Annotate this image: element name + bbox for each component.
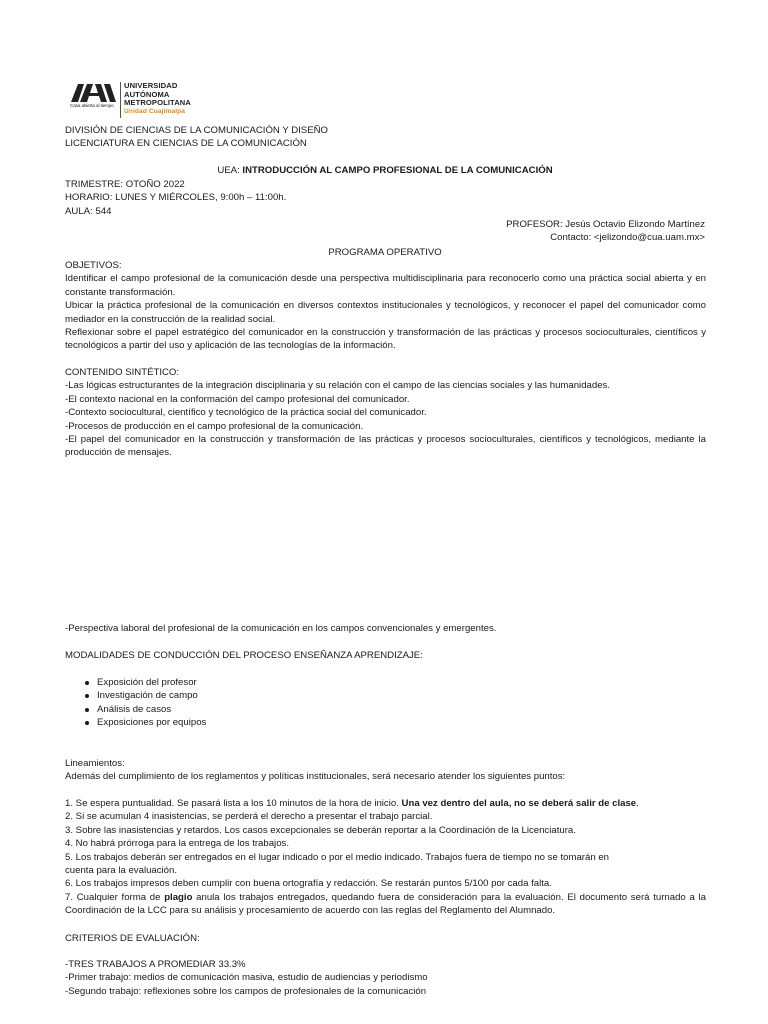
- rule-1-emphasis: Una vez dentro del aula, no se deberá salir de clase: [401, 798, 637, 809]
- logo-tagline: Casa abierta al tiempo: [70, 103, 114, 108]
- logo-line-3: METROPOLITANA: [124, 98, 191, 108]
- modalidades-list: [65, 676, 706, 730]
- contenido-item-last: -Perspectiva laboral del profesional de la comunicación en los campos convencionales y emergentes.: [65, 623, 497, 634]
- rule-1: 1. Se espera puntualidad. Se pasará lista a los 10 minutos de la hora de inicio. Una vez dentro del aula, no se deberá salir de clase.: [65, 798, 639, 809]
- schedule-block: [65, 178, 706, 218]
- rule-2: 2. Si se acumulan 4 inasistencias, se perderá el derecho a presentar el trabajo parcial.: [65, 811, 433, 823]
- contenido-section: [65, 366, 706, 460]
- lineamientos-intro-block: [65, 757, 706, 784]
- contenido-item: -Las lógicas estructurantes de la integración disciplinaria y su relación con el campo de las ciencias sociales y las humanidades.: [65, 380, 610, 392]
- modalidad-item: Exposiciones por equipos: [65, 716, 706, 729]
- contenido-item: -Contexto sociocultural, científico y tecnológico de la práctica social del comunicador.: [65, 407, 427, 419]
- contenido-heading: CONTENIDO SINTÉTICO:: [65, 367, 180, 378]
- rule-3: 3. Sobre las inasistencias y retardos. Los casos excepcionales se deberán reportar a la Coordinación de la Licenciatura.: [65, 824, 576, 836]
- division-block: [65, 124, 706, 151]
- professor-contact: Contacto: <jelizondo@cua.uam.mx>: [550, 232, 705, 244]
- uea-name: INTRODUCCIÓN AL CAMPO PROFESIONAL DE LA COMUNICACIÓN: [242, 165, 553, 176]
- contenido-item: -Procesos de producción en el campo profesional de la comunicación.: [65, 420, 364, 432]
- professor-name: PROFESOR: Jesús Octavio Elizondo Martínez: [506, 219, 705, 230]
- rule-5: 5. Los trabajos deberán ser entregados en el lugar indicado o por el medio indicado. Trabajos fuera de tiempo no se tomarán en: [65, 851, 609, 863]
- horario-line: HORARIO: LUNES Y MIÉRCOLES, 9:00h – 11:00h.: [65, 192, 287, 204]
- uam-logo: [70, 81, 191, 119]
- programa-title: PROGRAMA OPERATIVO: [328, 247, 442, 258]
- criterio-promedio: -TRES TRABAJOS A PROMEDIAR 33.3%: [65, 959, 246, 970]
- uea-label: UEA:: [217, 165, 243, 176]
- lineamientos-heading: Lineamientos:: [65, 758, 125, 769]
- objetivo-item: Ubicar la práctica profesional de la comunicación en diversos contextos institucionales y tecnológicos, y reconocer el papel del comunicador como mediador en la construcción de la realidad social.: [65, 300, 706, 325]
- contenido-item: -El papel del comunicador en la construcción y transformación de las prácticas y procesos socioculturales, científicos y tecnológicos, mediante la producción de mensajes.: [65, 434, 706, 459]
- uea-title: [65, 164, 705, 177]
- modalidades-heading: MODALIDADES DE CONDUCCIÓN DEL PROCESO ENSEÑANZA APRENDIZAJE:: [65, 650, 423, 661]
- contenido-item: -El contexto nacional en la conformación del campo profesional del comunicador.: [65, 393, 410, 405]
- logo-line-2: AUTÓNOMA: [124, 89, 170, 99]
- logo-line-1: UNIVERSIDAD: [124, 81, 178, 90]
- criterio-trabajo-2: -Segundo trabajo: reflexiones sobre los campos de profesionales de la comunicación: [65, 985, 427, 997]
- professor-block: [65, 218, 705, 245]
- rule-7-emphasis: plagio: [164, 891, 193, 903]
- objetivo-item: Identificar el campo profesional de la comunicación desde una perspectiva multidisciplinaria para reconocerlo como una práctica social abierta y en constante transformación.: [65, 273, 706, 298]
- rule-6: 6. Los trabajos impresos deben cumplir con buena ortografía y redacción. Se restarán puntos 5/100 por cada falta.: [65, 878, 552, 890]
- criterio-trabajo-1: -Primer trabajo: medios de comunicación masiva, estudio de audiencias y periodismo: [65, 972, 428, 984]
- uam-emblem-icon: [70, 81, 118, 103]
- objetivos-section: [65, 259, 706, 353]
- lineamientos-rules: [65, 797, 706, 918]
- lineamientos-intro: Además del cumplimiento de los reglamentos y políticas institucionales, será necesario atender los siguientes puntos:: [65, 771, 566, 783]
- criterios-list: [65, 958, 706, 998]
- rule-4: 4. No habrá prórroga para la entrega de los trabajos.: [65, 838, 289, 850]
- criterios-heading: CRITERIOS DE EVALUACIÓN:: [65, 933, 200, 944]
- rule-5-continued: cuenta para la evaluación.: [65, 865, 178, 877]
- trimestre-line: TRIMESTRE: OTOÑO 2022: [65, 179, 185, 190]
- modalidad-item: Investigación de campo: [65, 689, 706, 702]
- rule-7: 7. Cualquier forma de plagio anula los trabajos entregados, quedando fuera de consideración para la evaluación. El documento será turnado a la Coordinación de la LCC para su análisis y procesamiento de acuerdo con las reglas del Reglamento del Alumnado.: [65, 891, 707, 917]
- division-title: DIVISIÓN DE CIENCIAS DE LA COMUNICACIÓN Y DISEÑO: [65, 125, 328, 136]
- aula-line: AULA: 544: [65, 205, 112, 217]
- logo-unit: Unidad Cuajimalpa: [124, 107, 186, 115]
- objetivo-item: Reflexionar sobre el papel estratégico del comunicador en la construcción y transformación de las prácticas y procesos socioculturales, científicos y tecnológicos a partir del uso y aplicación de las tecnologías de la información.: [65, 327, 706, 352]
- objetivos-heading: OBJETIVOS:: [65, 260, 122, 271]
- logo-wordmark: [124, 82, 191, 116]
- degree-title: LICENCIATURA EN CIENCIAS DE LA COMUNICACIÓN: [65, 138, 307, 150]
- modalidad-item: Análisis de casos: [65, 703, 706, 716]
- modalidad-item: Exposición del profesor: [65, 676, 706, 689]
- logo-divider: [120, 82, 121, 118]
